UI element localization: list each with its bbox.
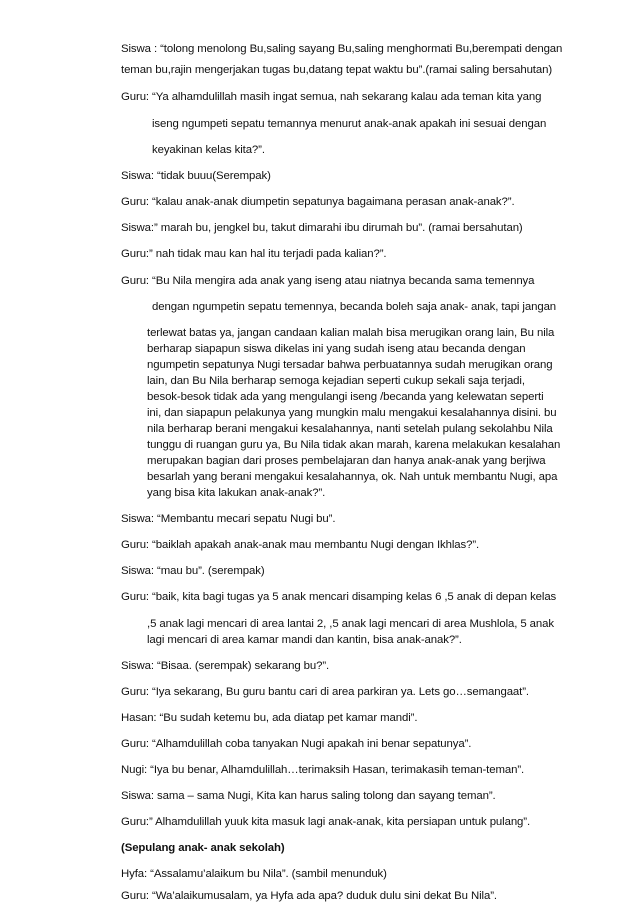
text-line: Hasan: “Bu sudah ketemu bu, ada diatap pet kamar mandi”. xyxy=(121,712,418,724)
text-line: iseng ngumpeti sepatu temannya menurut anak-anak apakah ini sesuai dengan xyxy=(152,118,547,130)
text-line: ,5 anak lagi mencari di area lantai 2, ,5 anak lagi mencari di area Mushlola, 5 anak xyxy=(147,618,554,630)
text-line: Guru:” Alhamdulillah yuuk kita masuk lagi anak-anak, kita persiapan untuk pulang”. xyxy=(121,816,531,828)
text-line: keyakinan kelas kita?”. xyxy=(152,144,265,156)
text-line: ngumpetin sepatunya Nugi tersadar bahwa perbuatannya sudah merugikan orang xyxy=(147,359,553,371)
section-heading: (Sepulang anak- anak sekolah) xyxy=(121,842,285,854)
text-line: Siswa: “mau bu”. (serempak) xyxy=(121,565,265,577)
text-line: tunggu di ruangan guru ya, Bu Nila tidak akan marah, karena melakukan kesalahan xyxy=(147,439,561,451)
text-line: terlewat batas ya, jangan candaan kalian malah bisa merugikan orang lain, Bu nila xyxy=(147,327,555,339)
text-line: Hyfa: “Assalamu’alaikum bu Nila”. (sambil menunduk) xyxy=(121,868,387,880)
text-line: lagi mencari di area kamar mandi dan kantin, bisa anak-anak?”. xyxy=(147,634,462,646)
text-line: Siswa:” marah bu, jengkel bu, takut dimarahi ibu dirumah bu”. (ramai bersahutan) xyxy=(121,222,523,234)
text-line: besok-besok tidak ada yang mengulangi iseng /becanda yang kelewatan seperti xyxy=(147,391,544,403)
text-line: Siswa: “tidak buuu(Serempak) xyxy=(121,170,271,182)
text-line: Guru:” nah tidak mau kan hal itu terjadi pada kalian?”. xyxy=(121,248,387,260)
text-line: Guru: “Alhamdulillah coba tanyakan Nugi apakah ini benar sepatunya”. xyxy=(121,738,472,750)
text-line: Guru: “baiklah apakah anak-anak mau membantu Nugi dengan Ikhlas?”. xyxy=(121,539,480,551)
text-line: dengan ngumpetin sepatu temennya, becanda boleh saja anak- anak, tapi jangan xyxy=(152,301,557,313)
text-line: Siswa : “tolong menolong Bu,saling sayang Bu,saling menghormati Bu,berempati dengan xyxy=(121,43,563,55)
text-line: Siswa: “Bisaa. (serempak) sekarang bu?”. xyxy=(121,660,330,672)
text-line: besarlah yang berani mengakui kesalahannya, ok. Nah untuk membantu Nugi, apa xyxy=(147,471,558,483)
text-line: teman bu,rajin mengerjakan tugas bu,datang tepat waktu bu”.(ramai saling bersahutan) xyxy=(121,64,553,76)
text-line: Guru: “Wa’alaikumusalam, ya Hyfa ada apa? duduk dulu sini dekat Bu Nila”. xyxy=(121,890,497,902)
text-line: berharap siapapun siswa dikelas ini yang sudah iseng atau becanda dengan xyxy=(147,343,526,355)
text-line: Guru: “Ya alhamdulillah masih ingat semua, nah sekarang kalau ada teman kita yang xyxy=(121,91,542,103)
text-line: Guru: “kalau anak-anak diumpetin sepatunya bagaimana perasan anak-anak?”. xyxy=(121,196,515,208)
text-line: Siswa: “Membantu mecari sepatu Nugi bu”. xyxy=(121,513,336,525)
text-line: ini, dan siapapun pelakunya yang mungkin malu mengakui kesalahannya disini. bu xyxy=(147,407,557,419)
text-line: merupakan bagian dari proses pembelajaran dan hanya anak-anak yang berjiwa xyxy=(147,455,546,467)
text-line: Siswa: sama – sama Nugi, Kita kan harus saling tolong dan sayang teman”. xyxy=(121,790,496,802)
text-line: lain, dan Bu Nila berharap semoga kejadian seperti cukup sekali saja terjadi, xyxy=(147,375,525,387)
text-line: yang bisa kita lakukan anak-anak?”. xyxy=(147,487,326,499)
text-line: Guru: “Iya sekarang, Bu guru bantu cari di area parkiran ya. Lets go…semangaat”. xyxy=(121,686,529,698)
text-line: Guru: “Bu Nila mengira ada anak yang iseng atau niatnya becanda sama temennya xyxy=(121,275,535,287)
text-line: Nugi: “Iya bu benar, Alhamdulillah…terimaksih Hasan, terimakasih teman-teman”. xyxy=(121,764,525,776)
text-line: nila berharap berani mengakui kesalahannya, nanti setelah pulang sekolahbu Nila xyxy=(147,423,553,435)
text-line: Guru: “baik, kita bagi tugas ya 5 anak mencari disamping kelas 6 ,5 anak di depan kelas xyxy=(121,591,557,603)
